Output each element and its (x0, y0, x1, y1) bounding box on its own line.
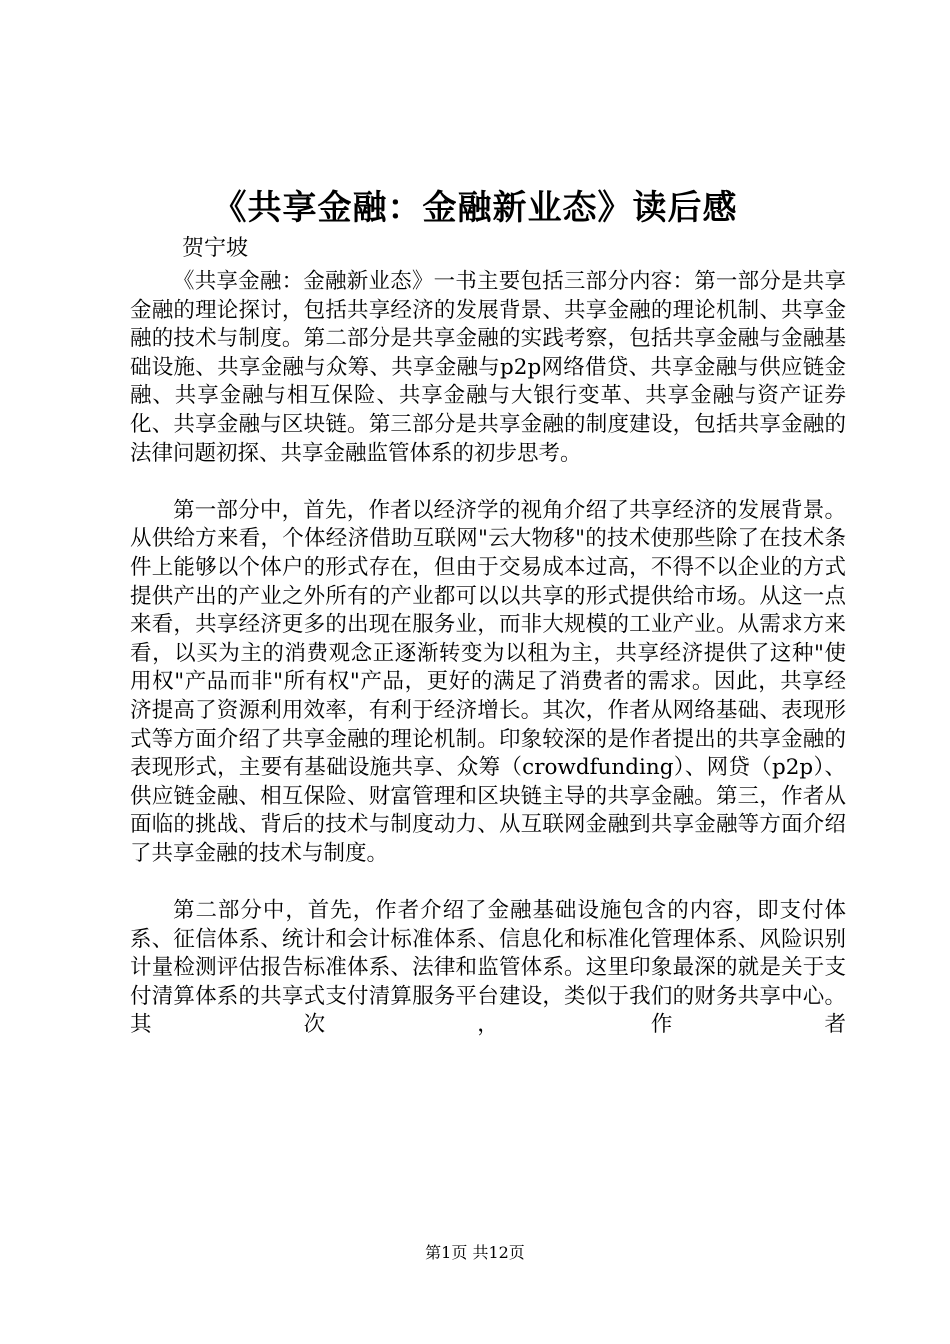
document-body (130, 268, 846, 1069)
page-footer: 第1页 共12页 (425, 1243, 525, 1262)
document-title: 《共享金融：金融新业态》读后感 (212, 188, 738, 228)
paragraph-2: 第一部分中，首先，作者以经济学的视角介绍了共享经济的发展背景。从供给方来看，个体经济借助互联网"云大物移"的技术使那些除了在技术条件上能够以个体户的形式存在，但由于交易成本过高，不得不以企业的方式提供产出的产业之外所有的产业都可以以共享的形式提供给市场。从这一点来看，共享经济更多的出现在服务业，而非大规模的工业产业。从需求方来看，以买为主的消费观念正逐渐转变为以租为主，共享经济提供了这种"使用权"产品而非"所有权"产品，更好的满足了消费者的需求。因此，共享经济提高了资源利用效率，有利于经济增长。其次，作者从网络基础、表现形式等方面介绍了共享金融的理论机制。印象较深的是作者提出的共享金融的表现形式，主要有基础设施共享、众筹（crowdfunding）、网贷（p2p）、供应链金融、相互保险、财富管理和区块链主导的共享金融。第三，作者从面临的挑战、背后的技术与制度动力、从互联网金融到共享金融等方面介绍了共享金融的技术与制度。 (130, 497, 846, 866)
author-name: 贺宁坡 (182, 236, 249, 261)
paragraph-3: 第二部分中，首先，作者介绍了金融基础设施包含的内容，即支付体系、征信体系、统计和会计标准体系、信息化和标准化管理体系、风险识别计量检测评估报告标准体系、法律和监管体系。这里印象最深的就是关于支付清算体系的共享式支付清算服务平台建设，类似于我们的财务共享中心。其次，作者 (130, 898, 846, 1038)
paragraph-1: 《共享金融：金融新业态》一书主要包括三部分内容：第一部分是共享金融的理论探讨，包括共享经济的发展背景、共享金融的理论机制、共享金融的技术与制度。第二部分是共享金融的实践考察，包括共享金融与金融基础设施、共享金融与众筹、共享金融与p2p网络借贷、共享金融与供应链金融、共享金融与相互保险、共享金融与大银行变革、共享金融与资产证券化、共享金融与区块链。第三部分是共享金融的制度建设，包括共享金融的法律问题初探、共享金融监管体系的初步思考。 (130, 269, 846, 466)
